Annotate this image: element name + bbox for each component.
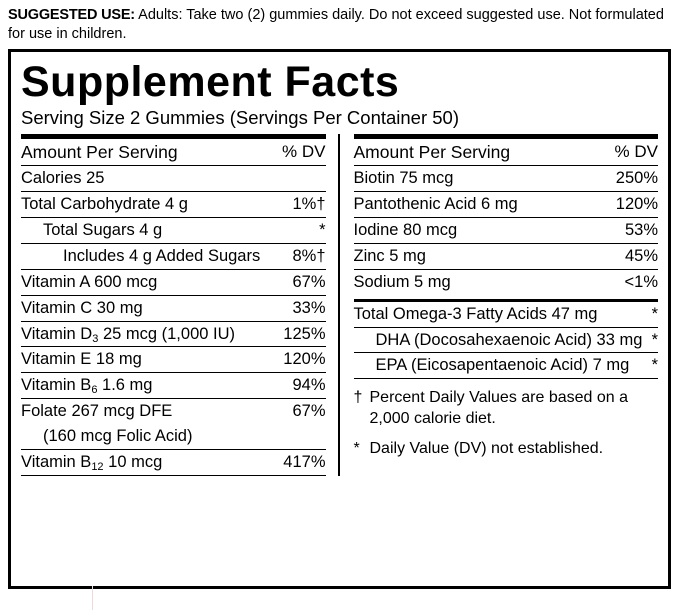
table-row — [21, 347, 326, 373]
right-nutrient-table — [354, 139, 659, 295]
nutrient-name: Total Sugars 4 g — [21, 217, 273, 243]
nutrient-value: * — [645, 302, 658, 327]
footnote-mark: † — [353, 389, 363, 407]
nutrient-name: Pantothenic Acid 6 mg — [354, 191, 588, 217]
nutrient-value: 67% — [273, 269, 325, 295]
nutrient-name: Vitamin E 18 mg — [21, 347, 273, 373]
nutrient-value — [273, 165, 325, 191]
nutrient-name: Folate 267 mcg DFE — [21, 402, 173, 421]
supplement-facts-panel — [8, 49, 671, 589]
nutrient-value — [273, 424, 325, 449]
page-edge-artifact — [92, 586, 93, 610]
table-row — [354, 353, 659, 379]
nutrition-column-left — [21, 134, 338, 477]
nutrient-value: 250% — [587, 165, 658, 191]
nutrient-value: <1% — [624, 272, 658, 291]
nutrient-name: Biotin 75 mcg — [354, 165, 588, 191]
suggested-use-block — [0, 0, 679, 44]
serving-size-line: Serving Size 2 Gummies (Servings Per Container 50) — [21, 107, 460, 129]
table-row — [354, 165, 659, 191]
nutrient-value: 1%† — [273, 191, 325, 217]
table-row — [21, 165, 326, 191]
footnote-dagger — [354, 388, 659, 430]
nutrient-value: 120% — [587, 191, 658, 217]
table-row — [21, 269, 326, 295]
table-row — [21, 399, 326, 424]
nutrient-name: Vitamin A 600 mcg — [21, 269, 273, 295]
suggested-use-label: SUGGESTED USE: — [8, 7, 135, 23]
table-row — [21, 450, 326, 476]
left-nutrient-table — [21, 139, 326, 477]
nutrient-name: Calories 25 — [21, 165, 273, 191]
nutrient-value: * — [645, 327, 658, 353]
nutrient-name: Iodine 80 mcg — [354, 217, 588, 243]
nutrient-value: 45% — [587, 243, 658, 269]
header-percent-dv: % DV — [587, 139, 658, 166]
nutrient-value: * — [645, 353, 658, 379]
header-amount-per-serving: Amount Per Serving — [21, 139, 273, 166]
footnotes — [354, 388, 659, 459]
footnote-mark: * — [353, 440, 360, 458]
nutrient-name: Total Carbohydrate 4 g — [21, 191, 273, 217]
table-row — [21, 321, 326, 347]
nutrient-name: Vitamin C 30 mg — [21, 295, 273, 321]
table-row — [354, 269, 659, 294]
header-percent-dv: % DV — [273, 139, 325, 166]
page-title: Supplement Facts — [21, 58, 400, 107]
nutrient-name: (160 mcg Folic Acid) — [21, 424, 273, 449]
nutrient-name: Zinc 5 mg — [354, 243, 588, 269]
table-header-row — [21, 139, 326, 166]
nutrient-value: 94% — [273, 373, 325, 399]
nutrient-value: 417% — [273, 450, 325, 476]
nutrition-column-right — [338, 134, 659, 477]
nutrient-value: 33% — [273, 295, 325, 321]
table-row — [21, 191, 326, 217]
table-row — [21, 373, 326, 399]
suggested-use-text: Adults: Take two (2) gummies daily. Do not exceed suggested use. Not formulated for use in children. — [8, 7, 664, 43]
nutrient-value: 125% — [273, 321, 325, 347]
table-header-row — [354, 139, 659, 166]
table-row — [354, 302, 659, 327]
table-row — [354, 327, 659, 353]
omega-table — [354, 302, 659, 380]
table-row — [21, 217, 326, 243]
table-row — [354, 191, 659, 217]
nutrient-name: Includes 4 g Added Sugars — [21, 243, 273, 269]
table-row — [21, 424, 326, 449]
footnote-text: Percent Daily Values are based on a 2,000 calorie diet. — [369, 389, 629, 428]
nutrient-name: DHA (Docosahexaenoic Acid) 33 mg — [354, 327, 646, 353]
nutrient-value: 67% — [292, 402, 326, 421]
nutrient-name: EPA (Eicosapentaenoic Acid) 7 mg — [354, 353, 646, 379]
header-amount-per-serving: Amount Per Serving — [354, 139, 588, 166]
table-row — [354, 217, 659, 243]
nutrient-value: 8%† — [273, 243, 325, 269]
nutrient-value: 53% — [587, 217, 658, 243]
footnote-asterisk — [354, 439, 659, 460]
nutrient-value: 120% — [273, 347, 325, 373]
nutrition-columns — [21, 134, 658, 477]
nutrient-name: Vitamin $B_{12}$ 10 mcg — [21, 450, 273, 476]
nutrient-value: * — [273, 217, 325, 243]
nutrient-name: Vitamin $D_3$ 25 mcg (1,000 IU) — [21, 321, 273, 347]
table-row — [21, 295, 326, 321]
table-row — [21, 243, 326, 269]
nutrient-name: Total Omega-3 Fatty Acids 47 mg — [354, 302, 646, 327]
footnote-text: Daily Value (DV) not established. — [369, 440, 604, 458]
table-row — [354, 243, 659, 269]
nutrient-name: Vitamin $B_6$ 1.6 mg — [21, 373, 273, 399]
nutrient-name: Sodium 5 mg — [353, 272, 451, 291]
